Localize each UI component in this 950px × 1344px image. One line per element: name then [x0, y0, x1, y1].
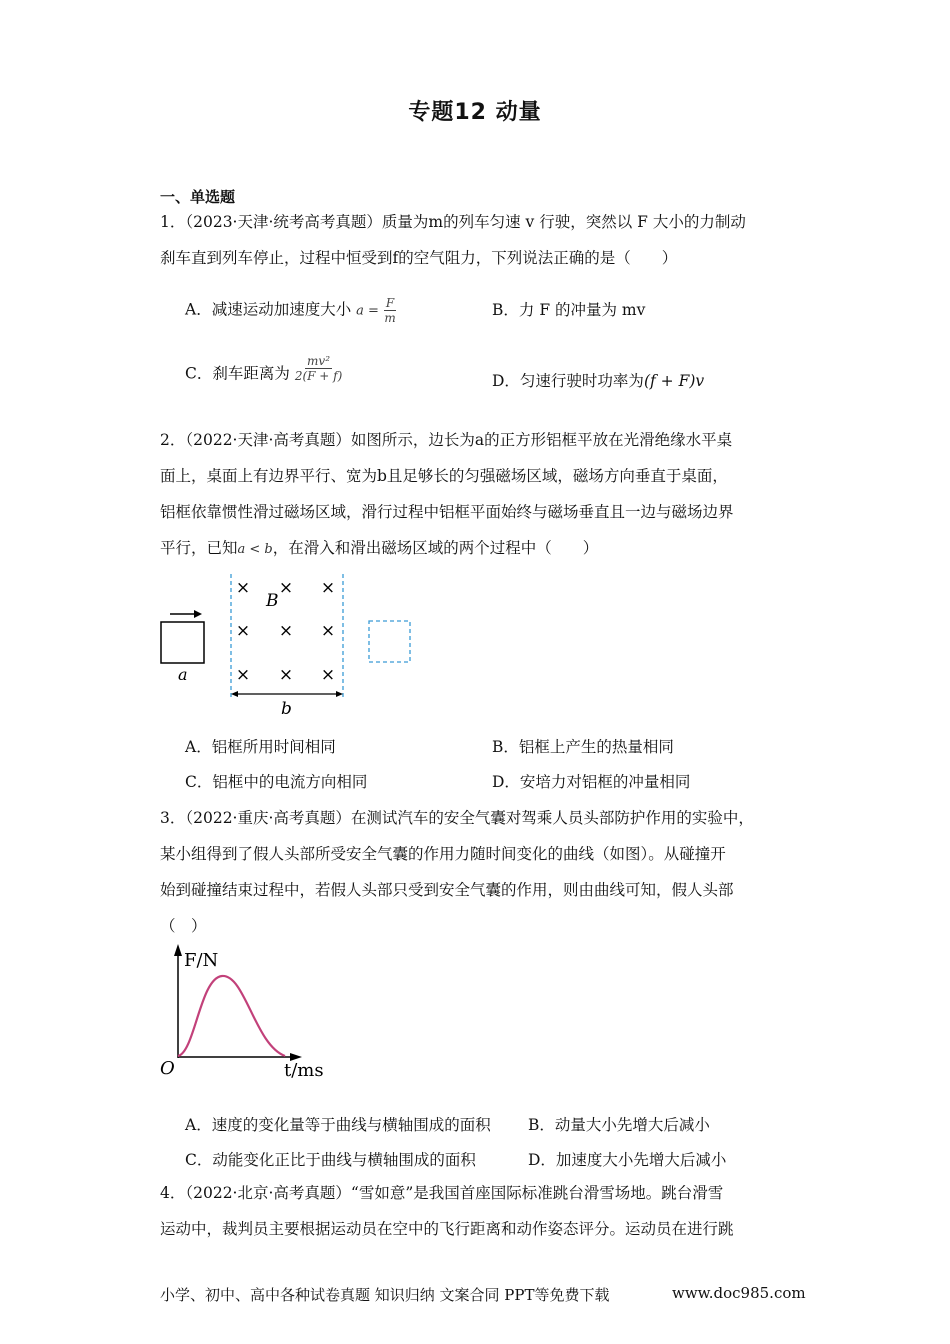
- velocity-arrowhead: [194, 610, 202, 618]
- fraction-numerator: mv²: [307, 354, 331, 368]
- q1-option-d-formula: (f + F)v: [643, 372, 705, 390]
- q1-option-c-fraction: [295, 354, 342, 383]
- section-heading: 一、单选题: [160, 188, 236, 206]
- q2-option-c: C．铝框中的电流方向相同: [185, 773, 368, 791]
- q3-line: （ ）: [160, 917, 207, 935]
- aluminum-frame: [161, 622, 204, 663]
- q1-option-c-text: C．刹车距离为: [185, 364, 290, 383]
- field-cross: ×: [278, 621, 294, 641]
- x-axis-label: t/ms: [284, 1060, 324, 1081]
- field-cross: ×: [278, 578, 294, 598]
- dimension-arrowhead: [336, 691, 343, 697]
- q1-option-a-text: A．减速运动加速度大小: [185, 300, 352, 319]
- q1-option-a-fraction: [384, 296, 396, 325]
- q2-line: 2．（2022·天津·高考真题）如图所示，边长为a的正方形铝框平放在光滑绝缘水平桌: [160, 431, 733, 449]
- q3-option-b: B．动量大小先增大后减小: [528, 1116, 710, 1134]
- q4-stem: [160, 1175, 800, 1247]
- fraction-numerator: F: [385, 296, 395, 310]
- q3-line: 3．（2022·重庆·高考真题）在测试汽车的安全气囊对驾乘人员头部防护作用的实验中，: [160, 809, 754, 827]
- field-cross: ×: [278, 665, 294, 685]
- label-B: B: [266, 591, 279, 611]
- q2-line4-formula: a < b: [237, 542, 273, 557]
- footer-text: 小学、初中、高中各种试卷真题 知识归纳 文案合同 PPT等免费下载: [160, 1286, 610, 1304]
- footer-website: www.doc985.com: [672, 1284, 806, 1302]
- q1-line: 1．（2023·天津·统考高考真题）质量为m的列车匀速 v 行驶，突然以 F 大小的力制动: [160, 213, 746, 231]
- label-b: b: [281, 699, 292, 719]
- q2-line4-pre: 平行，已知: [160, 539, 238, 557]
- q2-option-b: B．铝框上产生的热量相同: [492, 738, 674, 756]
- q2-line: [160, 530, 800, 568]
- q2-line: 面上，桌面上有边界平行、宽为b且足够长的匀强磁场区域，磁场方向垂直于桌面，: [160, 467, 728, 485]
- q1-option-a: [185, 296, 396, 325]
- origin-label: O: [160, 1058, 175, 1079]
- q3-option-d: D．加速度大小先增大后减小: [528, 1151, 727, 1169]
- q2-figure: [150, 570, 430, 720]
- q3-line: 始到碰撞结束过程中，若假人头部只受到安全气囊的作用，则由曲线可知，假人头部: [160, 881, 734, 899]
- q4-line: 4．（2022·北京·高考真题）“雪如意”是我国首座国际标准跳台滑雪场地。跳台滑雪: [160, 1184, 724, 1202]
- q1-option-d: [492, 369, 704, 391]
- q3-stem: [160, 800, 800, 944]
- dimension-arrowhead: [231, 691, 238, 697]
- q3-option-a: A．速度的变化量等于曲线与横轴围成的面积: [185, 1116, 491, 1134]
- q2-line4-post: ，在滑入和滑出磁场区域的两个过程中（ ）: [272, 539, 599, 557]
- y-axis-label: F/N: [184, 950, 219, 971]
- field-cross: ×: [235, 665, 251, 685]
- q1-option-c: [185, 354, 343, 389]
- q2-option-a: A．铝框所用时间相同: [185, 738, 336, 756]
- q3-force-time-graph: [150, 940, 340, 1085]
- frame-exit-position: [369, 621, 410, 662]
- q2-stem: [160, 422, 800, 568]
- label-a: a: [178, 665, 188, 684]
- page-footer: [160, 1284, 806, 1305]
- magnetic-field-crosses: [236, 578, 335, 685]
- field-cross: ×: [320, 578, 336, 598]
- q3-option-c: C．动能变化正比于曲线与横轴围成的面积: [185, 1151, 476, 1169]
- q1-option-a-formula-lhs: a =: [356, 303, 379, 319]
- q3-line: 某小组得到了假人头部所受安全气囊的作用力随时间变化的曲线（如图）。从碰撞开: [160, 845, 726, 863]
- page-title: 专题12 动量: [408, 100, 542, 125]
- field-cross: ×: [320, 665, 336, 685]
- field-cross: ×: [235, 578, 251, 598]
- q1-option-b: B．力 F 的冲量为 mv: [492, 301, 646, 319]
- fraction-denominator: m: [384, 311, 396, 325]
- force-curve: [178, 976, 285, 1056]
- q1-option-d-text: D．匀速行驶时功率为: [492, 372, 644, 390]
- field-cross: ×: [235, 621, 251, 641]
- fraction-denominator: 2(F + f): [294, 369, 343, 383]
- q2-option-d: D．安培力对铝框的冲量相同: [492, 773, 691, 791]
- q2-line: 铝框依靠惯性滑过磁场区域，滑行过程中铝框平面始终与磁场垂直且一边与磁场边界: [160, 503, 734, 521]
- y-axis-arrowhead: [174, 944, 182, 956]
- q1-line: 刹车直到列车停止，过程中恒受到f的空气阻力，下列说法正确的是（ ）: [160, 249, 678, 267]
- field-cross: ×: [320, 621, 336, 641]
- q1-stem: [160, 204, 800, 276]
- q4-line: 运动中，裁判员主要根据运动员在空中的飞行距离和动作姿态评分。运动员在进行跳: [160, 1220, 734, 1238]
